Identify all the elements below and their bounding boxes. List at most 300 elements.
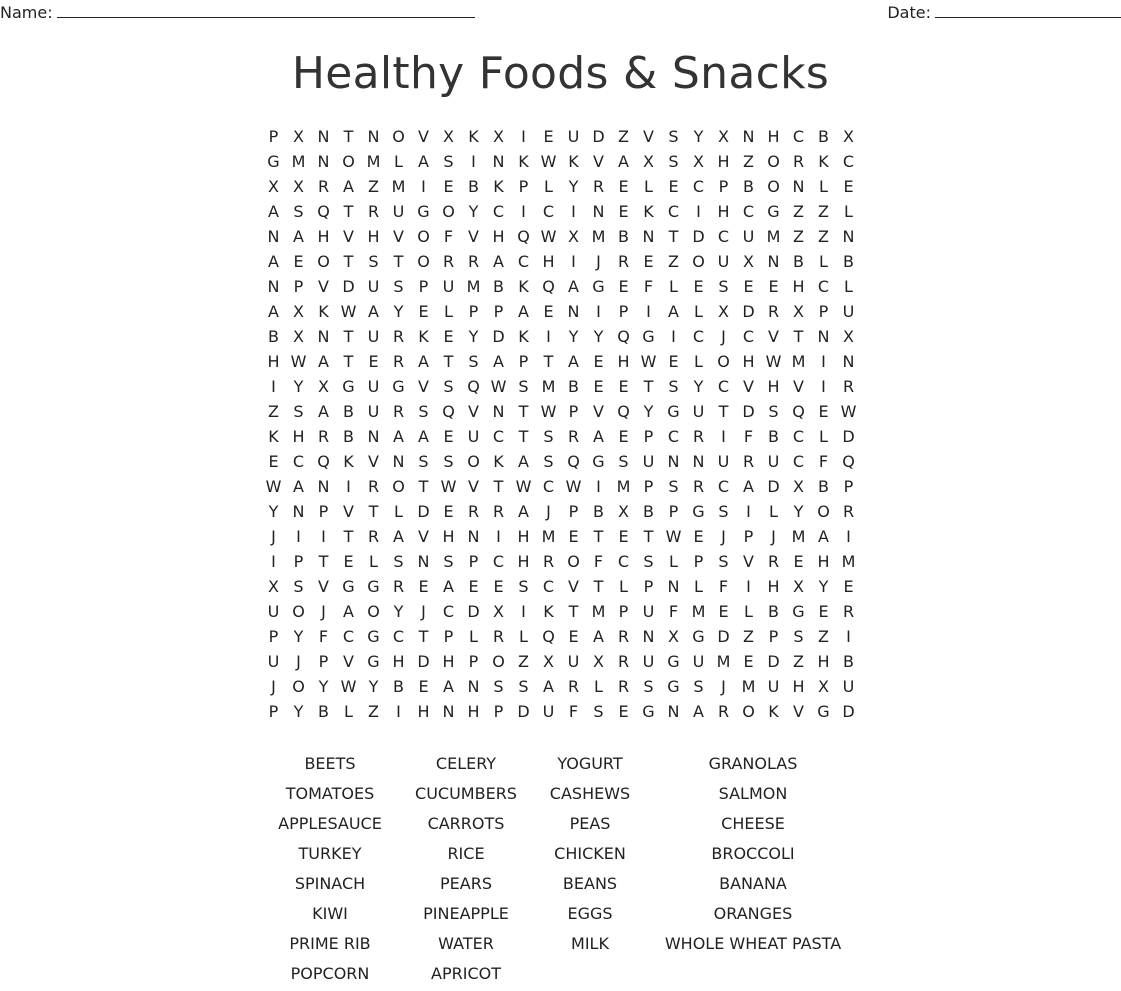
- grid-letter: K: [518, 277, 529, 296]
- grid-letter: S: [718, 552, 729, 571]
- grid-letter: C: [817, 277, 830, 296]
- grid-letter: P: [318, 652, 329, 671]
- grid-letter: R: [467, 502, 480, 521]
- grid-letter: E: [418, 302, 429, 321]
- word-list-item: BROCCOLI: [711, 844, 795, 863]
- grid-letter: N: [317, 152, 330, 171]
- grid-letter: R: [617, 252, 630, 271]
- grid-row: [261, 624, 861, 649]
- grid-letter: S: [643, 552, 654, 571]
- grid-letter: K: [543, 602, 554, 621]
- grid-letter: N: [267, 227, 280, 246]
- grid-letter: I: [271, 552, 276, 571]
- grid-letter: T: [343, 327, 354, 346]
- grid-letter: A: [393, 427, 404, 446]
- grid-letter: F: [743, 427, 754, 446]
- grid-letter: V: [318, 277, 329, 296]
- grid-letter: E: [593, 352, 604, 371]
- grid-letter: O: [567, 552, 580, 571]
- grid-letter: T: [518, 402, 529, 421]
- grid-letter: K: [518, 152, 529, 171]
- grid-letter: X: [818, 677, 829, 696]
- grid-letter: E: [668, 177, 679, 196]
- grid-letter: Y: [293, 702, 304, 721]
- grid-letter: E: [643, 252, 654, 271]
- grid-letter: L: [644, 177, 653, 196]
- date-field[interactable]: [887, 3, 1121, 22]
- grid-letter: S: [418, 452, 429, 471]
- grid-letter: S: [618, 452, 629, 471]
- grid-letter: P: [468, 552, 479, 571]
- grid-letter: G: [792, 602, 805, 621]
- grid-letter: D: [517, 702, 530, 721]
- grid-letter: X: [493, 127, 504, 146]
- grid-letter: M: [541, 377, 556, 396]
- word-list-item: RICE: [447, 844, 485, 863]
- grid-letter: L: [769, 502, 778, 521]
- grid-letter: R: [317, 177, 330, 196]
- grid-letter: M: [291, 152, 306, 171]
- grid-letter: E: [693, 527, 704, 546]
- word-list-item: CHICKEN: [554, 844, 626, 863]
- grid-letter: E: [418, 677, 429, 696]
- grid-letter: U: [367, 327, 380, 346]
- grid-letter: G: [417, 202, 430, 221]
- grid-letter: Y: [793, 502, 804, 521]
- grid-letter: E: [743, 652, 754, 671]
- grid-letter: G: [642, 327, 655, 346]
- grid-letter: R: [617, 677, 630, 696]
- grid-letter: X: [268, 577, 279, 596]
- page-title: Healthy Foods & Snacks: [291, 48, 830, 99]
- grid-letter: W: [340, 677, 357, 696]
- grid-letter: N: [842, 352, 855, 371]
- grid-row: [261, 399, 861, 424]
- grid-letter: Z: [268, 402, 279, 421]
- grid-letter: W: [540, 402, 557, 421]
- word-list-item: CUCUMBERS: [415, 784, 517, 803]
- grid-row: [261, 499, 861, 524]
- grid-letter: G: [692, 502, 705, 521]
- word-list-item: CASHEWS: [549, 784, 631, 803]
- grid-letter: Q: [542, 627, 555, 646]
- grid-letter: X: [293, 127, 304, 146]
- grid-letter: U: [717, 452, 730, 471]
- grid-letter: G: [342, 577, 355, 596]
- grid-letter: I: [596, 302, 601, 321]
- grid-letter: R: [367, 202, 380, 221]
- grid-letter: M: [766, 227, 781, 246]
- grid-letter: T: [368, 502, 379, 521]
- grid-letter: N: [317, 127, 330, 146]
- grid-letter: P: [643, 427, 654, 446]
- name-blank-line[interactable]: [57, 3, 475, 18]
- word-list-item: CARROTS: [427, 814, 505, 833]
- grid-letter: I: [746, 502, 751, 521]
- grid-letter: S: [468, 352, 479, 371]
- grid-letter: U: [267, 602, 280, 621]
- grid-letter: K: [643, 202, 654, 221]
- grid-letter: R: [842, 502, 855, 521]
- grid-letter: B: [493, 277, 504, 296]
- grid-letter: X: [643, 152, 654, 171]
- grid-letter: N: [667, 577, 680, 596]
- grid-letter: L: [394, 502, 403, 521]
- grid-letter: B: [268, 327, 279, 346]
- grid-letter: Y: [568, 327, 579, 346]
- grid-letter: Y: [643, 402, 654, 421]
- grid-letter: I: [546, 327, 551, 346]
- grid-row: [261, 299, 861, 324]
- grid-letter: P: [568, 402, 579, 421]
- grid-letter: G: [267, 152, 280, 171]
- grid-letter: R: [367, 477, 380, 496]
- grid-letter: P: [568, 502, 579, 521]
- grid-letter: V: [318, 577, 329, 596]
- grid-letter: C: [717, 477, 730, 496]
- grid-letter: V: [568, 577, 579, 596]
- name-field[interactable]: [0, 3, 475, 22]
- grid-letter: S: [443, 552, 454, 571]
- grid-letter: U: [642, 602, 655, 621]
- grid-letter: O: [292, 677, 305, 696]
- grid-letter: C: [492, 552, 505, 571]
- grid-letter: X: [718, 127, 729, 146]
- grid-letter: L: [694, 302, 703, 321]
- grid-letter: Q: [317, 202, 330, 221]
- grid-letter: Q: [467, 377, 480, 396]
- grid-letter: I: [271, 377, 276, 396]
- grid-letter: W: [265, 477, 282, 496]
- grid-letter: S: [668, 477, 679, 496]
- grid-letter: T: [593, 577, 604, 596]
- grid-letter: U: [767, 452, 780, 471]
- grid-letter: D: [492, 327, 505, 346]
- grid-letter: P: [468, 302, 479, 321]
- grid-letter: A: [443, 577, 454, 596]
- grid-letter: E: [693, 277, 704, 296]
- grid-letter: S: [543, 452, 554, 471]
- grid-letter: S: [668, 127, 679, 146]
- grid-letter: X: [543, 652, 554, 671]
- word-list-item: TOMATOES: [285, 784, 375, 803]
- grid-letter: B: [843, 252, 854, 271]
- grid-letter: E: [493, 577, 504, 596]
- grid-letter: E: [743, 277, 754, 296]
- grid-letter: G: [367, 652, 380, 671]
- grid-letter: L: [744, 602, 753, 621]
- grid-letter: X: [318, 377, 329, 396]
- grid-letter: T: [643, 377, 654, 396]
- grid-letter: D: [842, 702, 855, 721]
- grid-letter: W: [540, 152, 557, 171]
- grid-letter: P: [518, 177, 529, 196]
- grid-letter: C: [792, 127, 805, 146]
- grid-letter: A: [568, 352, 579, 371]
- word-list-item: GRANOLAS: [708, 754, 798, 773]
- letter-grid: [261, 124, 861, 724]
- grid-letter: Y: [468, 327, 479, 346]
- grid-letter: W: [290, 352, 307, 371]
- grid-letter: M: [791, 527, 806, 546]
- grid-letter: A: [518, 302, 529, 321]
- grid-letter: H: [517, 527, 530, 546]
- grid-letter: I: [721, 427, 726, 446]
- grid-letter: B: [793, 252, 804, 271]
- word-list-item: MILK: [571, 934, 609, 953]
- grid-letter: O: [767, 152, 780, 171]
- grid-letter: D: [767, 652, 780, 671]
- grid-letter: O: [817, 502, 830, 521]
- grid-letter: Q: [842, 452, 855, 471]
- grid-letter: H: [717, 202, 730, 221]
- grid-letter: O: [692, 252, 705, 271]
- grid-letter: H: [817, 652, 830, 671]
- grid-letter: P: [693, 552, 704, 571]
- grid-letter: M: [716, 652, 731, 671]
- grid-letter: U: [842, 677, 855, 696]
- grid-row: [261, 124, 861, 149]
- grid-letter: X: [693, 152, 704, 171]
- grid-letter: A: [268, 252, 279, 271]
- grid-letter: B: [818, 477, 829, 496]
- grid-letter: Y: [268, 502, 279, 521]
- grid-letter: N: [842, 227, 855, 246]
- grid-letter: P: [743, 527, 754, 546]
- grid-letter: E: [793, 552, 804, 571]
- grid-letter: N: [667, 702, 680, 721]
- grid-letter: S: [518, 377, 529, 396]
- grid-letter: I: [571, 252, 576, 271]
- grid-letter: S: [718, 502, 729, 521]
- grid-letter: H: [742, 352, 755, 371]
- grid-letter: O: [742, 702, 755, 721]
- grid-letter: E: [268, 452, 279, 471]
- grid-letter: D: [417, 652, 430, 671]
- grid-letter: Y: [693, 377, 704, 396]
- grid-letter: V: [418, 377, 429, 396]
- grid-letter: V: [468, 402, 479, 421]
- grid-letter: C: [542, 477, 555, 496]
- grid-letter: P: [493, 702, 504, 721]
- grid-letter: L: [669, 552, 678, 571]
- grid-letter: P: [768, 627, 779, 646]
- grid-letter: E: [568, 627, 579, 646]
- grid-letter: A: [618, 152, 629, 171]
- grid-letter: B: [643, 502, 654, 521]
- grid-letter: N: [492, 402, 505, 421]
- grid-letter: B: [318, 702, 329, 721]
- grid-letter: P: [668, 502, 679, 521]
- grid-letter: H: [767, 377, 780, 396]
- grid-letter: G: [667, 677, 680, 696]
- grid-letter: S: [768, 402, 779, 421]
- grid-letter: U: [642, 452, 655, 471]
- word-list-item: CELERY: [435, 754, 497, 773]
- grid-letter: N: [667, 452, 680, 471]
- grid-letter: E: [468, 577, 479, 596]
- grid-letter: F: [443, 227, 454, 246]
- grid-letter: S: [718, 277, 729, 296]
- grid-letter: L: [694, 352, 703, 371]
- word-list-item: BANANA: [719, 874, 787, 893]
- grid-letter: I: [496, 527, 501, 546]
- grid-letter: S: [693, 677, 704, 696]
- grid-letter: T: [343, 352, 354, 371]
- grid-letter: N: [492, 152, 505, 171]
- grid-letter: T: [593, 527, 604, 546]
- grid-letter: E: [718, 602, 729, 621]
- grid-row: [261, 474, 861, 499]
- grid-letter: C: [792, 452, 805, 471]
- grid-letter: V: [393, 227, 404, 246]
- grid-letter: C: [542, 202, 555, 221]
- grid-letter: R: [392, 327, 405, 346]
- grid-letter: C: [517, 252, 530, 271]
- grid-letter: G: [767, 202, 780, 221]
- grid-letter: E: [618, 277, 629, 296]
- grid-row: [261, 449, 861, 474]
- grid-letter: A: [593, 627, 604, 646]
- grid-letter: A: [343, 177, 354, 196]
- grid-letter: V: [343, 652, 354, 671]
- grid-letter: U: [442, 277, 455, 296]
- grid-letter: L: [344, 702, 353, 721]
- grid-letter: U: [267, 652, 280, 671]
- grid-letter: C: [667, 427, 680, 446]
- grid-letter: X: [493, 602, 504, 621]
- grid-letter: B: [768, 427, 779, 446]
- grid-letter: P: [268, 702, 279, 721]
- grid-letter: O: [467, 452, 480, 471]
- grid-letter: X: [718, 302, 729, 321]
- grid-letter: T: [793, 327, 804, 346]
- grid-letter: N: [442, 702, 455, 721]
- grid-letter: P: [268, 627, 279, 646]
- grid-letter: H: [417, 702, 430, 721]
- grid-letter: I: [696, 202, 701, 221]
- grid-letter: A: [818, 527, 829, 546]
- grid-letter: J: [721, 327, 726, 346]
- grid-letter: Q: [567, 452, 580, 471]
- grid-letter: E: [443, 177, 454, 196]
- grid-letter: E: [618, 377, 629, 396]
- grid-letter: E: [768, 277, 779, 296]
- grid-letter: C: [742, 327, 755, 346]
- date-blank-line[interactable]: [935, 3, 1121, 18]
- grid-letter: E: [368, 352, 379, 371]
- grid-letter: Y: [368, 677, 379, 696]
- grid-letter: V: [468, 477, 479, 496]
- grid-letter: T: [543, 352, 554, 371]
- grid-letter: R: [492, 502, 505, 521]
- grid-letter: T: [418, 627, 429, 646]
- grid-letter: P: [718, 177, 729, 196]
- grid-letter: Y: [293, 627, 304, 646]
- grid-letter: G: [642, 702, 655, 721]
- grid-letter: J: [596, 252, 601, 271]
- grid-letter: S: [393, 552, 404, 571]
- grid-letter: I: [571, 202, 576, 221]
- grid-letter: B: [818, 127, 829, 146]
- word-list-item: WHOLE WHEAT PASTA: [664, 934, 842, 953]
- grid-letter: N: [792, 177, 805, 196]
- grid-letter: A: [493, 252, 504, 271]
- grid-letter: W: [565, 477, 582, 496]
- grid-letter: K: [343, 452, 354, 471]
- grid-letter: Q: [792, 402, 805, 421]
- word-column: [653, 751, 853, 961]
- grid-letter: U: [542, 702, 555, 721]
- grid-letter: E: [443, 427, 454, 446]
- grid-letter: S: [368, 252, 379, 271]
- grid-letter: A: [268, 302, 279, 321]
- grid-letter: I: [846, 627, 851, 646]
- grid-letter: P: [843, 477, 854, 496]
- grid-letter: P: [318, 502, 329, 521]
- grid-letter: U: [367, 377, 380, 396]
- grid-letter: C: [692, 177, 705, 196]
- grid-letter: T: [718, 402, 729, 421]
- grid-letter: P: [493, 302, 504, 321]
- grid-letter: F: [668, 602, 679, 621]
- grid-letter: H: [817, 552, 830, 571]
- grid-letter: H: [492, 227, 505, 246]
- grid-letter: P: [518, 352, 529, 371]
- grid-letter: A: [293, 227, 304, 246]
- grid-letter: L: [819, 252, 828, 271]
- grid-letter: H: [792, 277, 805, 296]
- word-list-item: TURKEY: [298, 844, 362, 863]
- grid-letter: S: [668, 377, 679, 396]
- grid-letter: C: [717, 227, 730, 246]
- grid-letter: X: [668, 627, 679, 646]
- grid-letter: L: [519, 627, 528, 646]
- grid-letter: E: [843, 177, 854, 196]
- grid-letter: N: [292, 502, 305, 521]
- grid-letter: O: [717, 352, 730, 371]
- grid-letter: N: [642, 627, 655, 646]
- grid-letter: H: [317, 227, 330, 246]
- grid-letter: L: [844, 277, 853, 296]
- grid-letter: T: [668, 227, 679, 246]
- grid-letter: X: [793, 577, 804, 596]
- grid-letter: A: [293, 477, 304, 496]
- grid-letter: Z: [818, 202, 829, 221]
- grid-letter: E: [543, 302, 554, 321]
- grid-letter: T: [393, 252, 404, 271]
- grid-letter: T: [343, 252, 354, 271]
- grid-letter: A: [418, 152, 429, 171]
- grid-letter: S: [643, 677, 654, 696]
- grid-letter: G: [367, 577, 380, 596]
- grid-letter: T: [518, 427, 529, 446]
- grid-letter: H: [392, 652, 405, 671]
- grid-letter: A: [518, 502, 529, 521]
- grid-letter: T: [443, 352, 454, 371]
- word-list-item: BEETS: [304, 754, 356, 773]
- grid-row: [261, 599, 861, 624]
- grid-letter: E: [418, 577, 429, 596]
- grid-letter: X: [593, 652, 604, 671]
- grid-letter: Y: [393, 302, 404, 321]
- grid-letter: R: [392, 402, 405, 421]
- grid-letter: S: [443, 377, 454, 396]
- grid-letter: I: [846, 527, 851, 546]
- grid-letter: F: [818, 452, 829, 471]
- grid-letter: R: [492, 627, 505, 646]
- grid-letter: H: [617, 352, 630, 371]
